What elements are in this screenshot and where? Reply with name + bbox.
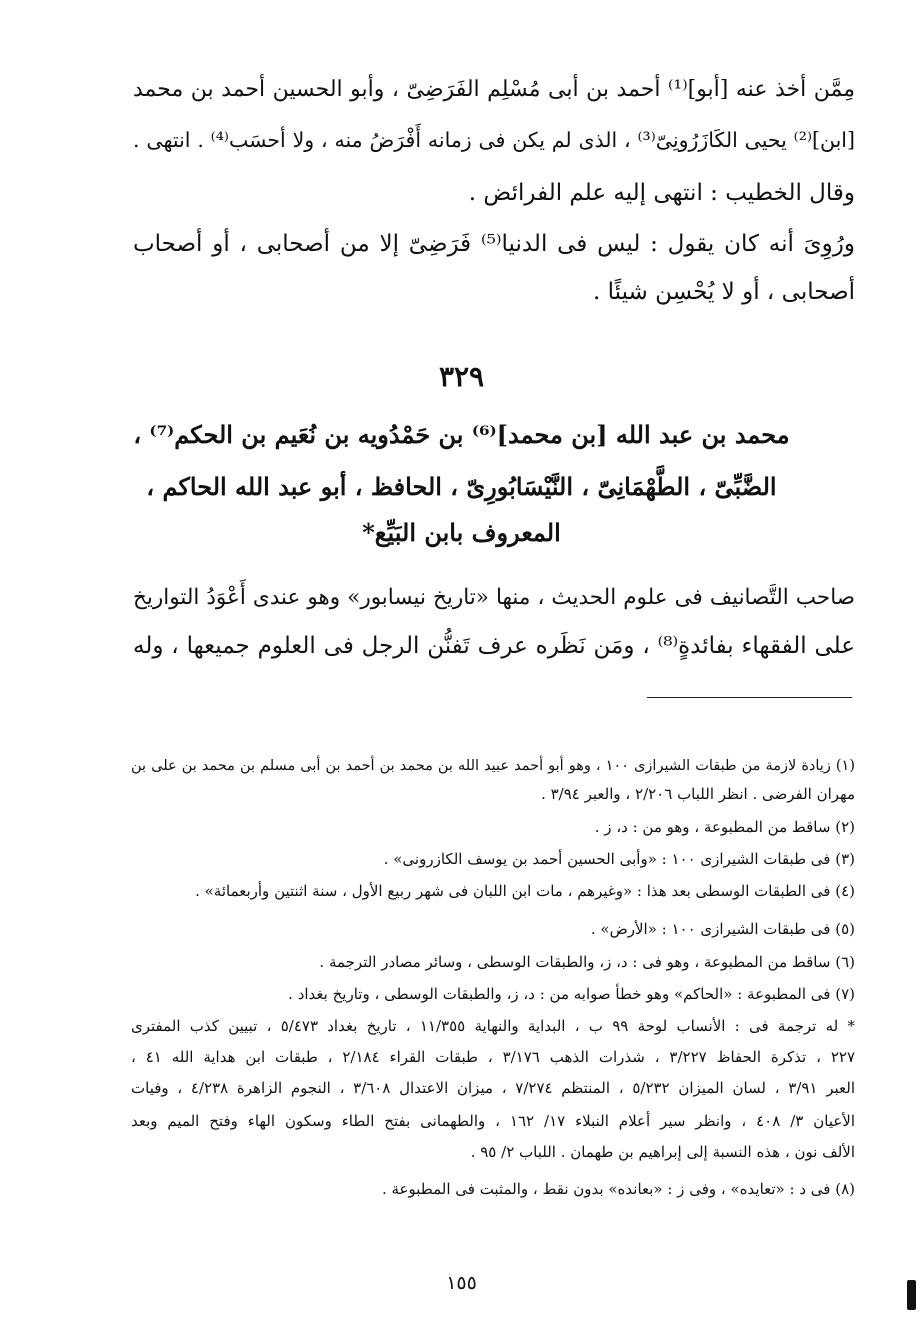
- body-line-5: أصحابى ، أو لا يُحْسِن شيئًا .: [593, 279, 855, 305]
- footnote-2: (٢) ساقط من المطبوعة ، وهو من : د، ز .: [594, 818, 855, 836]
- entry-text-line-2: على الفقهاء بفائدةٍ⁽⁸⁾ ، ومَن نَظَره عرف تَفنُّن الرجل فى العلوم جميعها ، وله: [133, 633, 855, 659]
- footnote-8: (٨) فى د : «تعايده» ، وفى ز : «بعانده» بدون نقط ، والمثبت فى المطبوعة .: [381, 1180, 855, 1198]
- footnote-star-line-2: ٢٢٧ ، تذكرة الحفاظ ٣/٢٢٧ ، شذرات الذهب ٣/١٧٦ ، طبقات القراء ٢/١٨٤ ، طبقات ابن هداية الله ٤١ ،: [131, 1048, 855, 1066]
- footnote-star-line-1: * له ترجمة فى : الأنساب لوحة ٩٩ ب ، البداية والنهاية ١١/٣٥٥ ، تاريخ بغداد ٥/٤٧٣ ، تبيين كذب المفترى: [131, 1017, 855, 1035]
- footnote-1-line-1: (١) زيادة لازمة من طبقات الشيرازى ١٠٠ ، وهو أبو أحمد عبيد الله بن محمد بن أحمد بن أبى مسلم بن محمد بن على بن: [131, 758, 855, 774]
- footnote-4: (٤) فى الطبقات الوسطى بعد هذا : «وغيرهم ، مات ابن اللبان فى شهر ربيع الأول ، سنة اثنتين وأربعمائة» .: [195, 882, 855, 900]
- footnote-star-line-3: العبر ٣/٩١ ، لسان الميزان ٥/٢٣٢ ، المنتظم ٧/٢٧٤ ، ميزان الاعتدال ٣/٦٠٨ ، النجوم الزاهرة ٤/٢٣٨ ، وفيات: [131, 1079, 855, 1097]
- footnote-7: (٧) فى المطبوعة : «الحاكم» وهو خطأ صوابه من : د، ز، والطبقات الوسطى ، وتاريخ بغداد .: [288, 985, 855, 1003]
- footnote-3: (٣) فى طبقات الشيرازى ١٠٠ : «وأبى الحسين أحمد بن يوسف الكازرونى» .: [383, 850, 855, 868]
- footnote-star-line-5: الألف نون ، هذه النسبة إلى إبراهيم بن طهمان . اللباب ٢/ ٩٥ .: [470, 1143, 855, 1161]
- entry-heading-line-1: محمد بن عبد الله [بن محمد]⁽⁶⁾ بن حَمْدُويه بن نُعَيم بن الحكم⁽⁷⁾ ،: [133, 420, 790, 449]
- body-line-1: مِمَّن أخذ عنه [أبو]⁽¹⁾ أحمد بن أبى مُسْلِم الفَرَضِىّ ، وأبو الحسين أحمد بن محمد: [133, 77, 855, 102]
- entry-number: ٣٢٩: [438, 360, 485, 393]
- footnote-5: (٥) فى طبقات الشيرازى ١٠٠ : «الأرض» .: [590, 920, 855, 938]
- body-line-2: [ابن]⁽²⁾ يحيى الكَازَرُونِىّ⁽³⁾ ، الذى لم يكن فى زمانه أَفْرَضُ منه ، ولا أحسَب⁽⁴⁾ . انتهى .: [133, 128, 855, 152]
- entry-heading-line-3: المعروف بابن البَيِّع*: [362, 518, 561, 547]
- scan-edge-mark: [907, 1280, 916, 1310]
- page-number: ١٥٥: [446, 1272, 477, 1294]
- body-line-3: وقال الخطيب : انتهى إليه علم الفرائض .: [468, 180, 855, 206]
- body-line-4: ورُوِىَ أنه كان يقول : ليس فى الدنيا⁽⁵⁾ فَرَضِىّ إلا من أصحابى ، أو أصحاب: [133, 231, 855, 257]
- footnote-6: (٦) ساقط من المطبوعة ، وهو فى : د، ز، والطبقات الوسطى ، وسائر مصادر الترجمة .: [319, 953, 855, 971]
- entry-text-line-1: صاحب التَّصانيف فى علوم الحديث ، منها «تاريخ نيسابور» وهو عندى أَعْوَدُ التواريخ: [133, 585, 855, 610]
- footnote-star-line-4: الأعيان ٣/ ٤٠٨ ، وانظر سير أعلام النبلاء ١٧/ ١٦٢ ، والطهمانى بفتح الطاء وسكون الهاء وفتح الميم وبعد: [131, 1112, 855, 1130]
- footnote-separator: [647, 697, 852, 698]
- entry-heading-line-2: الضَّبِّىّ ، الطَّهْمَانِىّ ، النَّيْسَابُورِىّ ، الحافظ ، أبو عبد الله الحاكم ،: [146, 472, 777, 501]
- footnote-1-line-2: مهران الفرضى . انظر اللباب ٢/٢٠٦ ، والعبر ٣/٩٤ .: [541, 785, 855, 803]
